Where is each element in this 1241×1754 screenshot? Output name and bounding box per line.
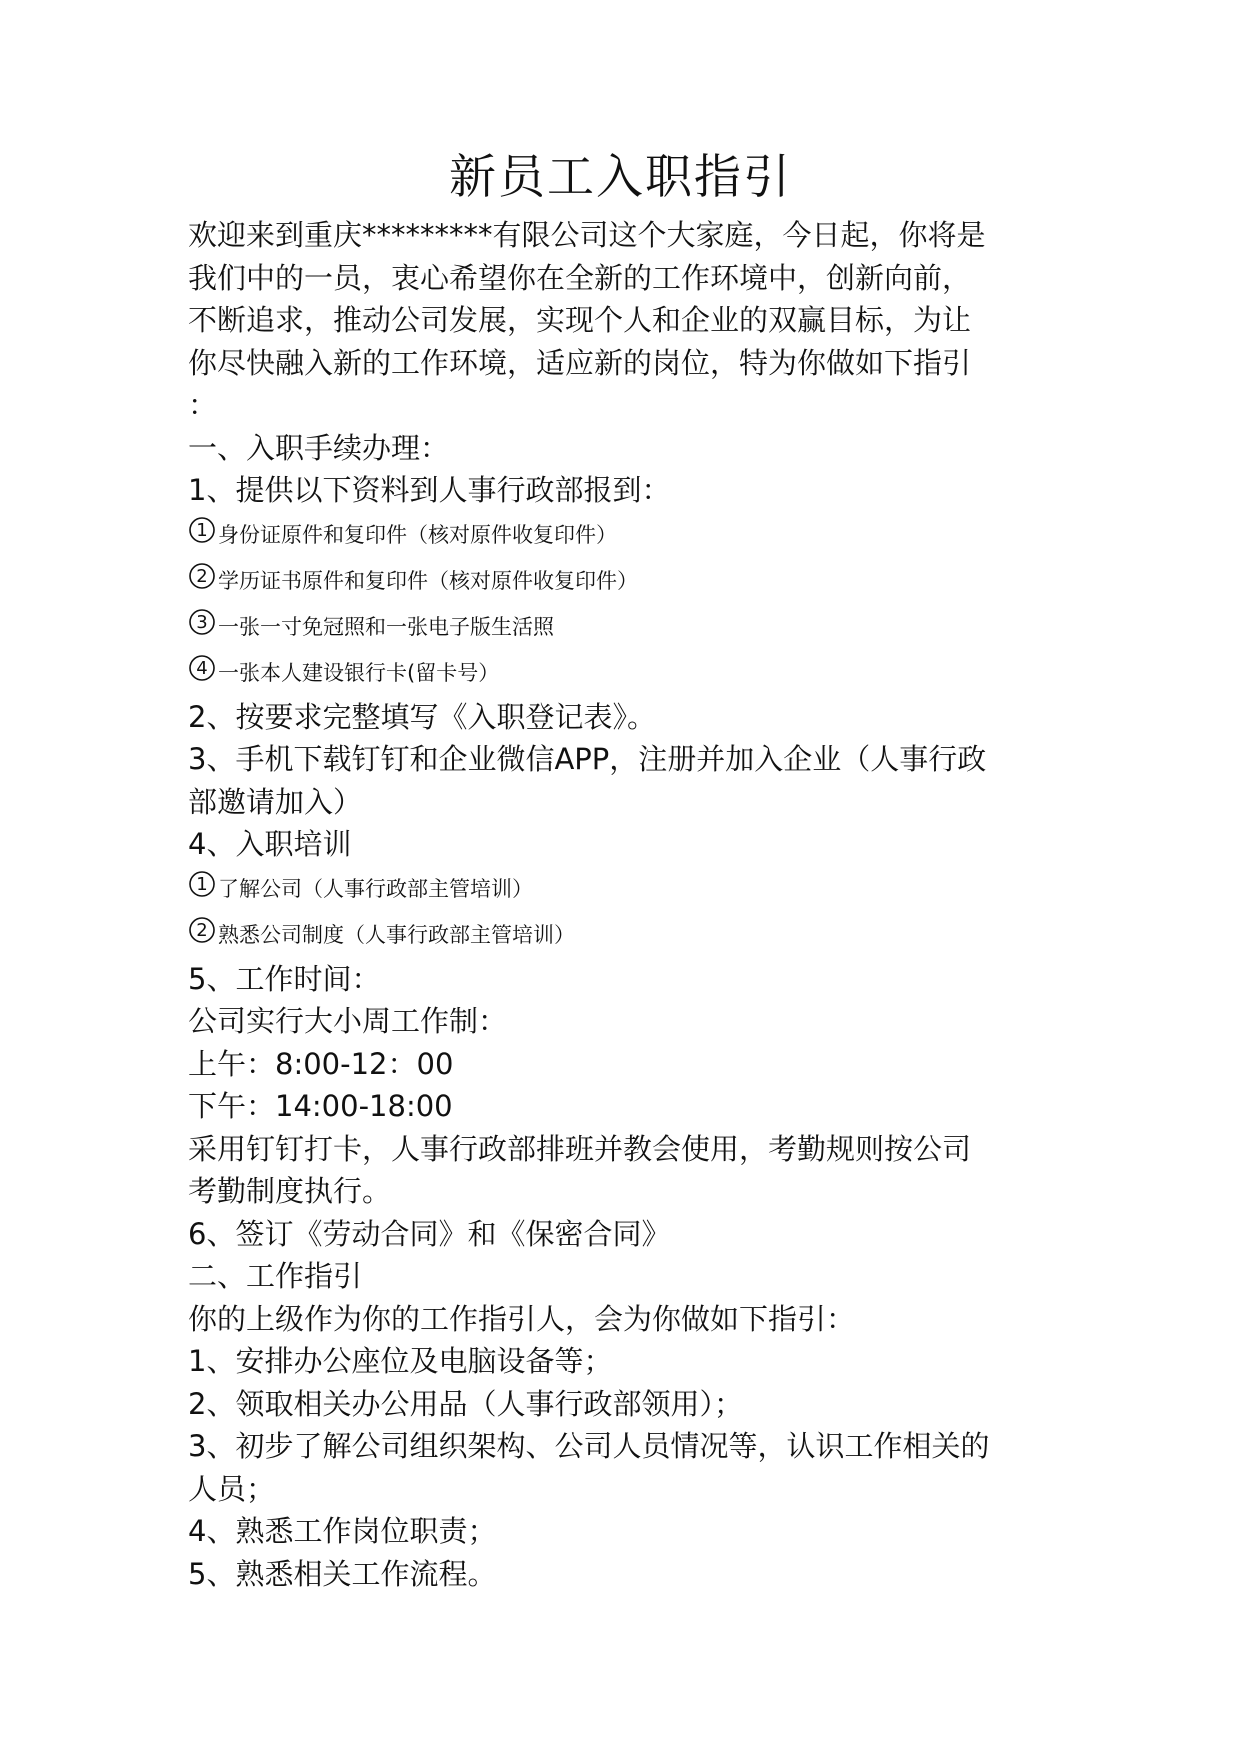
svg-text:1: 1 bbox=[196, 873, 208, 895]
attendance-line: 考勤制度执行。 bbox=[188, 1174, 392, 1208]
document-list-item bbox=[188, 650, 1058, 696]
section1-item: 2、按要求完整填写《入职登记表》。 bbox=[188, 699, 656, 734]
section2-intro: 你的上级作为你的工作指引人，会为你做如下指引： bbox=[188, 1301, 856, 1336]
circled-number-icon bbox=[188, 654, 216, 682]
section2-heading: 二、工作指引 bbox=[188, 1259, 363, 1293]
document-list-item bbox=[188, 558, 1058, 604]
intro-line: 你尽快融入新的工作环境，适应新的岗位，特为你做如下指引 bbox=[188, 345, 972, 380]
section2-item: 2、领取相关办公用品（人事行政部领用）； bbox=[188, 1386, 743, 1421]
section2-item: 人员； bbox=[188, 1471, 276, 1506]
attendance-line: 采用钉钉打卡，人事行政部排班并教会使用，考勤规则按公司 bbox=[188, 1131, 972, 1166]
document-list-text: 身份证原件和复印件（核对原件收复印件） bbox=[218, 522, 617, 547]
schedule-afternoon: 下午：14:00-18:00 bbox=[188, 1089, 453, 1123]
document-list-item bbox=[188, 512, 1058, 558]
intro-line: ： bbox=[188, 388, 218, 422]
intro-line: 欢迎来到重庆*********有限公司这个大家庭，今日起，你将是 bbox=[188, 218, 986, 252]
section1-item: 3、手机下载钉钉和企业微信APP，注册并加入企业（人事行政 bbox=[188, 742, 987, 776]
section1-heading: 一、入职手续办理： bbox=[188, 430, 450, 465]
section1-item: 部邀请加入） bbox=[188, 784, 363, 819]
circled-number-icon bbox=[188, 608, 216, 636]
training-list-item bbox=[188, 866, 1058, 912]
training-list-text: 了解公司（人事行政部主管培训） bbox=[218, 876, 533, 901]
schedule-line: 公司实行大小周工作制： bbox=[188, 1004, 508, 1038]
section1-item: 5、工作时间： bbox=[188, 961, 381, 996]
section2-item: 1、安排办公座位及电脑设备等； bbox=[188, 1344, 613, 1378]
document-list-text: 一张一寸免冠照和一张电子版生活照 bbox=[218, 614, 554, 639]
circled-number-icon bbox=[188, 562, 216, 590]
svg-text:2: 2 bbox=[196, 565, 208, 587]
circled-number-icon bbox=[188, 516, 216, 544]
section2-item: 4、熟悉工作岗位职责； bbox=[188, 1514, 497, 1548]
svg-text:3: 3 bbox=[196, 611, 208, 633]
section1-item: 1、提供以下资料到人事行政部报到： bbox=[188, 473, 671, 507]
document-body bbox=[188, 214, 1058, 1595]
section1-item: 4、入职培训 bbox=[188, 827, 352, 861]
svg-text:4: 4 bbox=[196, 657, 208, 679]
section2-item: 3、初步了解公司组织架构、公司人员情况等，认识工作相关的 bbox=[188, 1429, 990, 1463]
section1-item: 6、签订《劳动合同》和《保密合同》 bbox=[188, 1216, 671, 1251]
document-list-item bbox=[188, 604, 1058, 650]
training-list-item bbox=[188, 912, 1058, 958]
circled-number-icon bbox=[188, 916, 216, 944]
intro-line: 我们中的一员，衷心希望你在全新的工作环境中，创新向前， bbox=[188, 260, 972, 295]
circled-number-icon bbox=[188, 870, 216, 898]
document-list-text: 一张本人建设银行卡(留卡号） bbox=[218, 660, 500, 685]
schedule-morning: 上午：8:00-12：00 bbox=[188, 1046, 454, 1081]
training-list-text: 熟悉公司制度（人事行政部主管培训） bbox=[218, 922, 575, 947]
document-list-text: 学历证书原件和复印件（核对原件收复印件） bbox=[218, 568, 638, 593]
svg-text:2: 2 bbox=[196, 919, 208, 941]
section2-item: 5、熟悉相关工作流程。 bbox=[188, 1556, 497, 1591]
document-title: 新员工入职指引 bbox=[449, 150, 792, 205]
intro-line: 不断追求，推动公司发展，实现个人和企业的双赢目标，为让 bbox=[188, 303, 972, 337]
svg-text:1: 1 bbox=[196, 519, 208, 541]
